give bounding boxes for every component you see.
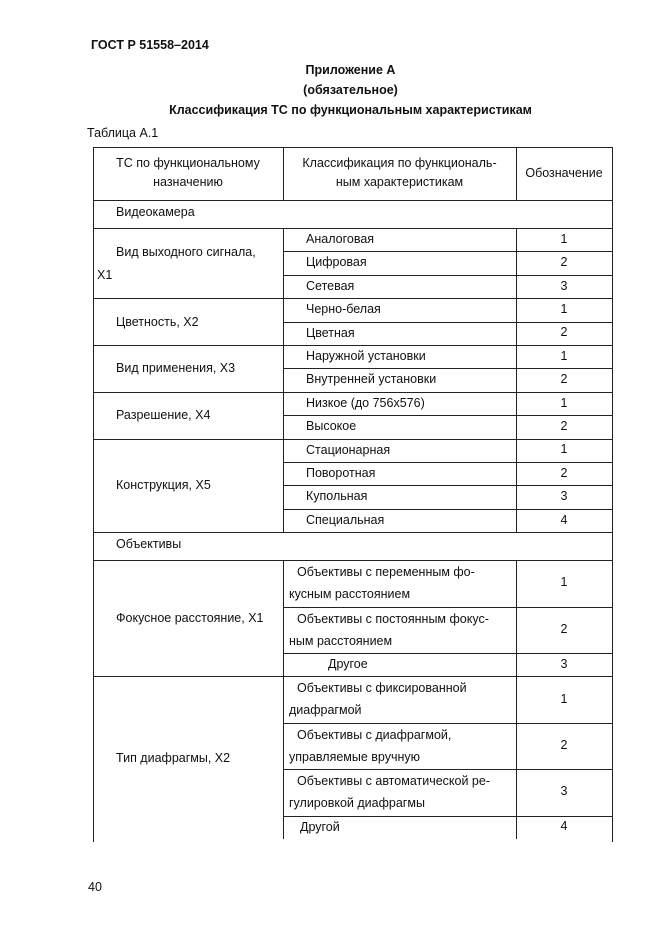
table-rule (93, 392, 612, 393)
table-rule (93, 345, 612, 346)
table-rule (283, 560, 284, 676)
designation-code: 3 (560, 278, 568, 293)
table-rule (283, 322, 612, 323)
classification-text: Стационарная (306, 442, 391, 457)
designation-code: 3 (560, 784, 568, 799)
classification-text: Низкое (до 756х576) (306, 395, 425, 410)
table-rule (283, 676, 284, 839)
table-rule (93, 147, 612, 148)
classification-text: Черно-белая (306, 302, 381, 317)
header-col1: ТС по функциональному (116, 156, 260, 170)
designation-code: 2 (560, 372, 568, 387)
classification-text: Цифровая (306, 255, 367, 270)
designation-code: 2 (560, 738, 568, 752)
group-label: Конструкция, Х5 (116, 478, 211, 493)
classification-text: Другой (300, 819, 340, 834)
table-rule (283, 769, 612, 770)
classification-text: Купольная (306, 489, 368, 504)
classification-text: Объективы с постоянным фокус- (297, 611, 489, 626)
appendix-heading: Приложение А (305, 63, 396, 77)
table-rule (93, 228, 612, 229)
table-rule (93, 298, 612, 299)
designation-code: 2 (560, 255, 568, 270)
classification-text: управляемые вручную (289, 749, 421, 764)
classification-text: гулировкой диафрагмы (289, 796, 425, 811)
designation-code: 2 (560, 621, 568, 636)
designation-code: 1 (560, 348, 568, 363)
header-col1: назначению (153, 175, 223, 189)
table-rule (516, 147, 517, 200)
designation-code: 3 (560, 489, 568, 504)
classification-text: Специальная (306, 512, 385, 527)
table-rule (93, 439, 612, 440)
classification-text: Цветная (306, 325, 355, 340)
appendix-title: Классификация ТС по функциональным характеристикам (169, 103, 532, 117)
classification-text: Внутренней установки (306, 372, 437, 387)
designation-code: 2 (560, 418, 568, 433)
table-rule (283, 275, 612, 276)
group-label: Тип диафрагмы, Х2 (116, 750, 231, 765)
table-rule (283, 368, 612, 369)
table-rule (283, 147, 284, 200)
classification-text: Наружной установки (306, 349, 426, 363)
classification-text: Объективы с фиксированной (297, 681, 467, 696)
table-rule (283, 462, 612, 463)
group-label: Цветность, Х2 (116, 314, 199, 329)
designation-code: 1 (560, 231, 568, 246)
classification-text: кусным расстоянием (289, 587, 411, 602)
classification-text: Сетевая (306, 278, 355, 293)
classification-text: ным расстоянием (289, 633, 393, 648)
table-label: Таблица А.1 (87, 126, 159, 140)
designation-code: 1 (560, 395, 568, 410)
group-label: Разрешение, Х4 (116, 408, 211, 423)
classification-text: Аналоговая (306, 232, 375, 246)
section-title: Объективы (116, 537, 182, 552)
designation-code: 4 (560, 819, 568, 834)
table-rule (93, 532, 612, 533)
table-rule (283, 509, 612, 510)
classification-text: диафрагмой (289, 703, 362, 718)
section-title: Видеокамера (116, 205, 195, 219)
designation-code: 2 (560, 325, 568, 340)
table-rule (283, 228, 284, 298)
table-rule (93, 560, 612, 561)
classification-text: Поворотная (306, 466, 376, 480)
designation-code: 1 (560, 301, 568, 316)
designation-code: 1 (560, 575, 568, 590)
classification-text: Высокое (306, 419, 357, 434)
designation-code: 1 (560, 442, 568, 457)
table-rule (516, 560, 517, 676)
table-rule (516, 228, 517, 298)
group-label: Вид применения, Х3 (116, 361, 236, 376)
table-rule (283, 251, 612, 252)
table-rule (93, 147, 94, 842)
appendix-status: (обязательное) (303, 83, 398, 97)
table-rule (516, 676, 517, 839)
table-rule (283, 607, 612, 608)
designation-code: 3 (560, 656, 568, 671)
header-col2: ным характеристикам (335, 175, 464, 189)
classification-text: Объективы с автоматической ре- (297, 774, 490, 789)
header-col3: Обозначение (525, 166, 603, 180)
table-rule (283, 485, 612, 486)
table-rule (612, 147, 613, 842)
designation-code: 4 (560, 512, 568, 527)
table-rule (283, 415, 612, 416)
table-rule (93, 676, 612, 677)
designation-code: 2 (560, 465, 568, 480)
classification-text: Другое (328, 657, 368, 671)
page-number: 40 (88, 880, 102, 894)
classification-text: Объективы с диафрагмой, (297, 727, 452, 742)
header-col2: Классификация по функциональ- (302, 156, 497, 170)
table-rule (283, 816, 612, 817)
table-rule (283, 653, 612, 654)
group-label: Фокусное расстояние, Х1 (116, 611, 264, 626)
group-label: Х1 (97, 268, 113, 283)
doc-code: ГОСТ Р 51558–2014 (91, 38, 209, 52)
designation-code: 1 (560, 691, 568, 706)
classification-text: Объективы с переменным фо- (297, 565, 475, 580)
group-label: Вид выходного сигнала, (116, 245, 256, 260)
table-rule (283, 723, 612, 724)
table-rule (93, 200, 612, 201)
